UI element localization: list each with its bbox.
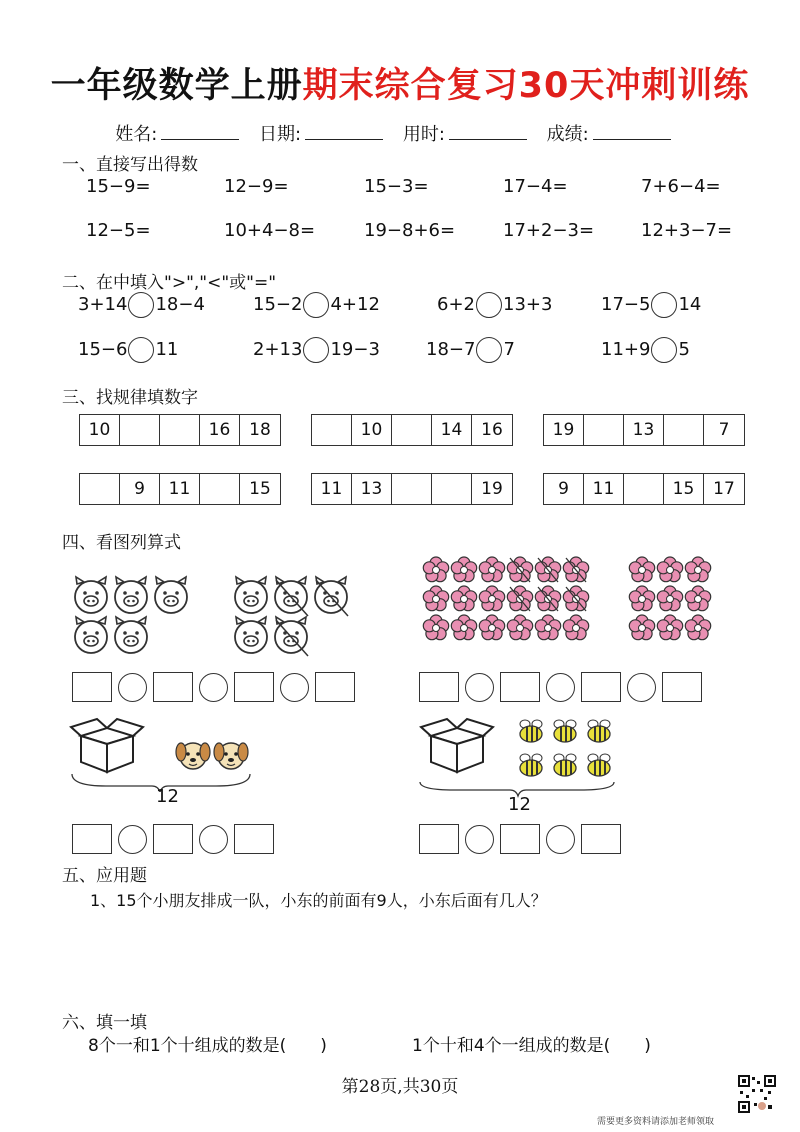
pig-icon [235,577,267,613]
answer-box[interactable] [662,672,702,702]
answer-box[interactable] [581,672,621,702]
calc-item: 17+2−3= [503,220,595,241]
answer-box[interactable] [234,672,274,702]
pattern-row [311,473,513,505]
bee-icon [520,754,542,776]
footer-note: 需要更多资料请添加老师领取 [597,1117,715,1127]
answer-circle[interactable] [546,825,575,854]
answer-circle[interactable] [476,337,502,363]
pattern-row [543,414,745,446]
bee-icon [520,720,542,742]
pig-icon [315,577,347,613]
answer-circle[interactable] [199,673,228,702]
answer-circle[interactable] [199,825,228,854]
flower-icon [629,557,654,582]
section-5-heading: 五、应用题 [62,866,147,886]
dog-icon [214,743,248,769]
compare-item: 18−7 7 [426,337,515,363]
answer-row [72,824,274,854]
title-black: 一年级数学上册 [50,66,303,106]
pattern-cell[interactable]: 10 [80,415,120,445]
flower-icon [535,615,560,640]
answer-box[interactable] [153,672,193,702]
bee-icon [554,754,576,776]
pig-icon [115,617,147,653]
answer-circle[interactable] [280,673,309,702]
flower-icon [685,615,710,640]
compare-item: 15−6 11 [78,337,178,363]
flower-icon [479,586,504,611]
answer-circle[interactable] [546,673,575,702]
student-info [0,120,800,146]
answer-box[interactable] [581,824,621,854]
pattern-cell[interactable]: 7 [718,420,730,440]
answer-row [419,824,621,854]
pattern-row [79,414,281,446]
pig-icon [275,617,307,653]
pattern-row [311,414,513,446]
flower-icon [629,615,654,640]
compare-item: 6+2 13+3 [437,292,552,318]
section-2-heading: 二、在中填入">","<"或"=" [62,273,277,293]
flower-icon [479,557,504,582]
pattern-cell[interactable]: 13 [624,415,664,445]
answer-circle[interactable] [303,337,329,363]
flower-icon [479,615,504,640]
total-left-label: 12 [156,786,179,807]
flower-icon [507,615,532,640]
answer-box[interactable] [419,824,459,854]
title-red: 期末综合复习30天冲刺训练 [302,66,750,106]
flower-icon [657,557,682,582]
answer-circle[interactable] [118,673,147,702]
answer-row [419,672,702,702]
answer-box[interactable] [72,672,112,702]
answer-circle[interactable] [128,337,154,363]
flower-icon [685,586,710,611]
flower-icon [423,615,448,640]
pig-icon [75,617,107,653]
answer-circle[interactable] [303,292,329,318]
pattern-cell[interactable]: 15 [249,479,271,499]
answer-box[interactable] [72,824,112,854]
calc-item: 12+3−7= [641,220,733,241]
compare-item: 17−5 14 [601,292,701,318]
flower-icon [423,586,448,611]
answer-box[interactable] [500,824,540,854]
pattern-cell[interactable]: 10 [352,415,392,445]
answer-circle[interactable] [118,825,147,854]
word-problem: 1、15个小朋友排成一队，小东的前面有9人，小东后面有几人？ [90,891,547,910]
pig-icon [155,577,187,613]
score-label: 成绩: [546,124,589,145]
flowers-picture [418,548,728,648]
section-4-heading: 四、看图列算式 [62,533,181,553]
calc-item: 17−4= [503,176,568,197]
time-label: 用时: [402,124,445,145]
flower-icon [657,586,682,611]
pattern-cell[interactable]: 14 [432,415,472,445]
calc-item: 15−3= [364,176,429,197]
section-3-heading: 三、找规律填数字 [62,388,198,408]
bee-icon [554,720,576,742]
flower-icon [657,615,682,640]
compare-item: 2+13 19−3 [253,337,380,363]
answer-row [72,672,355,702]
pattern-cell[interactable]: 9 [120,474,160,504]
pattern-cell[interactable]: 11 [584,474,624,504]
pattern-cell[interactable] [624,474,664,504]
answer-circle[interactable] [128,292,154,318]
answer-circle[interactable] [651,292,677,318]
pattern-cell[interactable]: 16 [481,420,503,440]
box-icon [71,719,143,772]
compare-item: 3+14 18−4 [78,292,205,318]
box-dogs-picture [66,712,286,792]
flower-icon [423,557,448,582]
time-blank[interactable] [449,123,527,140]
pattern-cell[interactable]: 15 [664,474,704,504]
pattern-cell[interactable]: 19 [481,479,503,499]
compare-item: 15−2 4+12 [253,292,380,318]
page-number: 第28页,共30页 [341,1077,459,1097]
calc-item: 12−5= [86,220,151,241]
pattern-cell[interactable]: 17 [713,479,735,499]
bee-icon [588,720,610,742]
page-title [0,58,800,108]
date-label: 日期: [259,124,302,145]
pigs-picture [66,566,356,662]
score-blank[interactable] [593,123,671,140]
answer-circle[interactable] [465,673,494,702]
name-label: 姓名: [115,124,158,145]
pattern-cell[interactable] [200,474,240,504]
answer-circle[interactable] [476,292,502,318]
flower-icon [451,615,476,640]
box-bees-picture [414,712,634,804]
pattern-cell[interactable] [392,415,432,445]
pattern-row [79,473,281,505]
pattern-cell[interactable] [584,415,624,445]
flower-icon [685,557,710,582]
compare-item: 11+9 5 [601,337,690,363]
pattern-cell[interactable]: 11 [312,474,352,504]
pattern-cell[interactable]: 16 [200,415,240,445]
fill-question-2: 1个十和4个一组成的数是( ) [412,1036,651,1056]
calc-item: 12−9= [224,176,289,197]
pattern-cell[interactable]: 19 [544,415,584,445]
fill-question-1: 8个一和1个十组成的数是( ) [88,1036,327,1056]
flower-icon [563,615,588,640]
flower-icon [451,557,476,582]
pig-icon [235,617,267,653]
answer-box[interactable] [153,824,193,854]
qr-code-icon [738,1075,776,1113]
section-6-heading: 六、填一填 [62,1013,147,1033]
pig-icon [115,577,147,613]
pattern-cell[interactable] [432,474,472,504]
pattern-cell[interactable]: 11 [160,474,200,504]
pattern-cell[interactable] [80,474,120,504]
pattern-row [543,473,745,505]
name-blank[interactable] [161,123,239,140]
answer-circle[interactable] [627,673,656,702]
flower-icon [451,586,476,611]
pattern-cell[interactable]: 9 [544,474,584,504]
pig-icon [75,577,107,613]
pattern-cell[interactable] [664,415,704,445]
pig-icon [275,577,307,613]
flower-icon [629,586,654,611]
answer-box[interactable] [315,672,355,702]
section-1-heading: 一、直接写出得数 [62,155,198,175]
pattern-cell[interactable] [120,415,160,445]
calc-item: 15−9= [86,176,151,197]
answer-box[interactable] [419,672,459,702]
pattern-cell[interactable] [312,415,352,445]
answer-box[interactable] [500,672,540,702]
date-blank[interactable] [305,123,383,140]
answer-circle[interactable] [651,337,677,363]
calc-item: 19−8+6= [364,220,456,241]
answer-box[interactable] [234,824,274,854]
box-icon [421,719,493,772]
total-right-label: 12 [508,794,531,815]
pattern-cell[interactable] [160,415,200,445]
dog-icon [176,743,210,769]
bee-icon [588,754,610,776]
calc-item: 10+4−8= [224,220,316,241]
calc-item: 7+6−4= [641,176,721,197]
pattern-cell[interactable]: 18 [249,420,271,440]
answer-circle[interactable] [465,825,494,854]
pattern-cell[interactable]: 13 [352,474,392,504]
pattern-cell[interactable] [392,474,432,504]
